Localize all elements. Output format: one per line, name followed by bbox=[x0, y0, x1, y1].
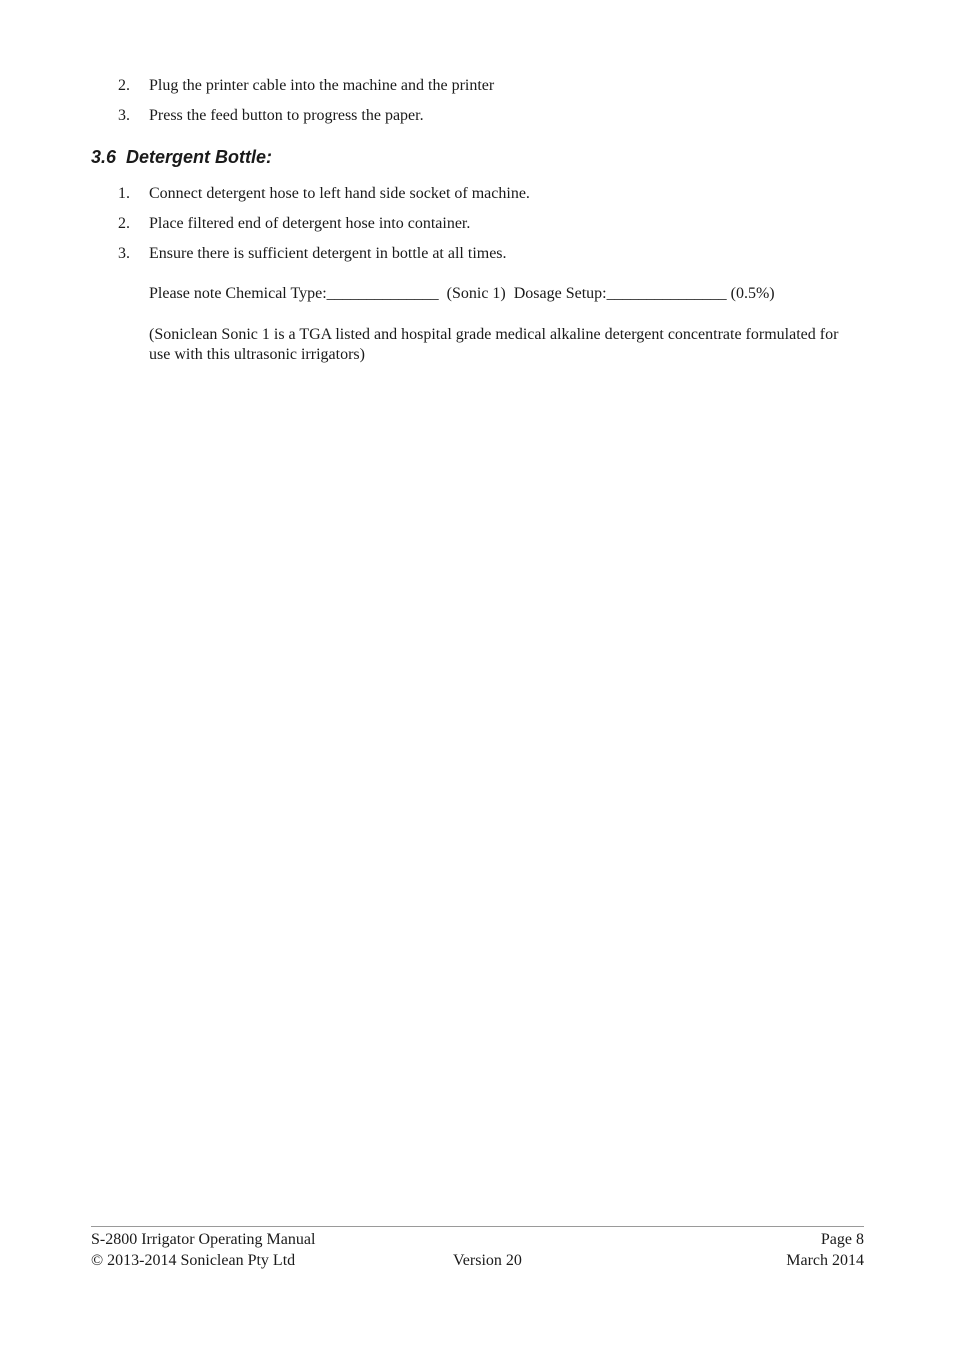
list-item bbox=[118, 106, 494, 136]
list-item-number: 1. bbox=[118, 185, 130, 202]
list-item bbox=[118, 244, 530, 274]
list-item-number: 3. bbox=[118, 245, 130, 262]
chemical-type-note: Please note Chemical Type:______________ (Sonic 1) Dosage Setup:_______________ (0.5%) bbox=[149, 285, 775, 302]
list-item-number: 3. bbox=[118, 107, 130, 124]
list-item-text: Plug the printer cable into the machine and the printer bbox=[149, 77, 495, 94]
list-item-text: Ensure there is sufficient detergent in bottle at all times. bbox=[149, 245, 507, 262]
list-item-number: 2. bbox=[118, 77, 130, 94]
detergent-steps-list bbox=[118, 184, 530, 274]
list-item bbox=[118, 76, 494, 106]
list-item bbox=[118, 184, 530, 214]
section-number: 3.6 bbox=[91, 147, 117, 167]
manual-title: S-2800 Irrigator Operating Manual bbox=[91, 1231, 316, 1248]
copyright: © 2013-2014 Soniclean Pty Ltd bbox=[91, 1252, 296, 1269]
page-number: Page 8 bbox=[820, 1231, 864, 1248]
list-item-text: Connect detergent hose to left hand side socket of machine. bbox=[149, 185, 530, 202]
printer-steps-list bbox=[118, 76, 494, 136]
publish-date: March 2014 bbox=[786, 1252, 864, 1269]
list-item-text: Press the feed button to progress the paper. bbox=[149, 107, 424, 124]
detergent-description: (Soniclean Sonic 1 is a TGA listed and hospital grade medical alkaline detergent concentrate formulated for use with this ultrasonic irrigators) bbox=[149, 326, 839, 363]
footer-row-bottom bbox=[91, 1250, 864, 1271]
section-title: Detergent Bottle: bbox=[126, 147, 273, 167]
section-heading bbox=[91, 146, 272, 168]
list-item-text: Place filtered end of detergent hose into container. bbox=[149, 215, 471, 232]
list-item-number: 2. bbox=[118, 215, 130, 232]
footer-divider bbox=[91, 1226, 864, 1227]
list-item bbox=[118, 214, 530, 244]
page-footer bbox=[91, 1229, 864, 1271]
footer-row-top bbox=[91, 1229, 864, 1250]
version: Version 20 bbox=[453, 1252, 522, 1269]
